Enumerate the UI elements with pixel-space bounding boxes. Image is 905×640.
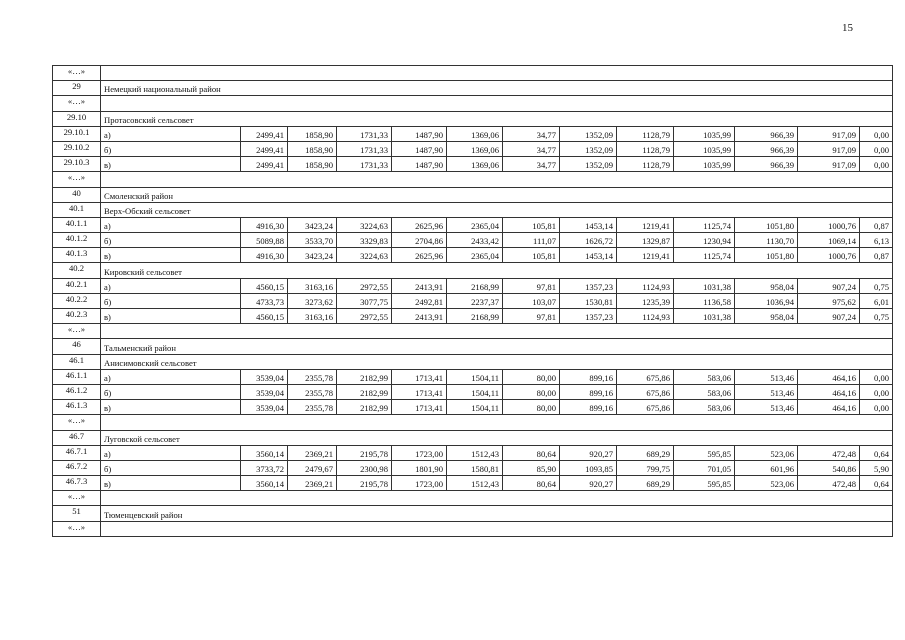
value-cell: 4733,73: [241, 293, 288, 308]
row-variant-label: а): [101, 126, 241, 141]
section-title: Протасовский сельсовет: [101, 111, 893, 126]
value-cell: 675,86: [617, 400, 674, 415]
row-variant-label: б): [101, 141, 241, 156]
value-cell: 3224,63: [337, 248, 392, 263]
value-cell: 464,16: [798, 369, 860, 384]
value-cell: 2479,67: [288, 460, 337, 475]
value-cell: 34,77: [503, 141, 560, 156]
value-cell: 583,06: [674, 400, 735, 415]
row-code: 29: [53, 81, 101, 96]
value-cell: 2355,78: [288, 369, 337, 384]
value-cell: 0,00: [860, 157, 893, 172]
value-cell: 97,81: [503, 278, 560, 293]
value-cell: 2413,91: [392, 278, 447, 293]
table-row: [53, 172, 893, 187]
table-row: [53, 187, 893, 202]
value-cell: 1124,93: [617, 278, 674, 293]
row-variant-label: а): [101, 369, 241, 384]
value-cell: 1031,38: [674, 309, 735, 324]
table-row: [53, 384, 893, 399]
row-variant-label: а): [101, 445, 241, 460]
value-cell: 1036,94: [735, 293, 798, 308]
value-cell: 2369,21: [288, 445, 337, 460]
value-cell: 958,04: [735, 309, 798, 324]
omission-spacer: [101, 324, 893, 339]
value-cell: 1580,81: [447, 460, 503, 475]
value-cell: 689,29: [617, 476, 674, 491]
value-cell: 899,16: [560, 369, 617, 384]
row-code: «…»: [53, 96, 101, 111]
omission-spacer: [101, 415, 893, 430]
value-cell: 1369,06: [447, 126, 503, 141]
row-code: 46.7.2: [53, 460, 101, 475]
value-cell: 5089,88: [241, 233, 288, 248]
table-row: [53, 476, 893, 491]
value-cell: 2625,96: [392, 248, 447, 263]
value-cell: 3224,63: [337, 217, 392, 232]
value-cell: 3423,24: [288, 248, 337, 263]
value-cell: 1369,06: [447, 141, 503, 156]
value-cell: 80,00: [503, 369, 560, 384]
value-cell: 920,27: [560, 476, 617, 491]
value-cell: 513,46: [735, 369, 798, 384]
row-code: 40: [53, 187, 101, 202]
row-code: 40.2.2: [53, 293, 101, 308]
value-cell: 3329,83: [337, 233, 392, 248]
row-code: 46.1.1: [53, 369, 101, 384]
row-variant-label: в): [101, 248, 241, 263]
omission-spacer: [101, 521, 893, 536]
value-cell: 4916,30: [241, 217, 288, 232]
value-cell: 3533,70: [288, 233, 337, 248]
value-cell: 3163,16: [288, 309, 337, 324]
value-cell: 1352,09: [560, 141, 617, 156]
value-cell: 0,00: [860, 384, 893, 399]
value-cell: 0,75: [860, 278, 893, 293]
value-cell: 1051,80: [735, 248, 798, 263]
row-variant-label: б): [101, 460, 241, 475]
row-code: 29.10.1: [53, 126, 101, 141]
value-cell: 5,90: [860, 460, 893, 475]
value-cell: 2168,99: [447, 278, 503, 293]
value-cell: 80,64: [503, 445, 560, 460]
value-cell: 1130,70: [735, 233, 798, 248]
row-code: «…»: [53, 521, 101, 536]
value-cell: 1626,72: [560, 233, 617, 248]
value-cell: 6,13: [860, 233, 893, 248]
row-code: 46.1.3: [53, 400, 101, 415]
value-cell: 2369,21: [288, 476, 337, 491]
row-variant-label: а): [101, 217, 241, 232]
table-row: [53, 81, 893, 96]
row-variant-label: а): [101, 278, 241, 293]
table-row: [53, 233, 893, 248]
value-cell: 2182,99: [337, 400, 392, 415]
value-cell: 1801,90: [392, 460, 447, 475]
table-row: [53, 521, 893, 536]
value-cell: 2413,91: [392, 309, 447, 324]
value-cell: 3273,62: [288, 293, 337, 308]
section-title: Анисимовский сельсовет: [101, 354, 893, 369]
row-code: «…»: [53, 324, 101, 339]
table-row: [53, 324, 893, 339]
value-cell: 1731,33: [337, 157, 392, 172]
value-cell: 907,24: [798, 309, 860, 324]
value-cell: 3560,14: [241, 445, 288, 460]
value-cell: 513,46: [735, 400, 798, 415]
value-cell: 2195,78: [337, 476, 392, 491]
value-cell: 97,81: [503, 309, 560, 324]
table-row: [53, 66, 893, 81]
row-code: 46.7.3: [53, 476, 101, 491]
value-cell: 1723,00: [392, 476, 447, 491]
value-cell: 1512,43: [447, 445, 503, 460]
value-cell: 966,39: [735, 141, 798, 156]
row-variant-label: в): [101, 476, 241, 491]
value-cell: 917,09: [798, 157, 860, 172]
row-code: «…»: [53, 172, 101, 187]
value-cell: 2499,41: [241, 141, 288, 156]
value-cell: 80,64: [503, 476, 560, 491]
value-cell: 34,77: [503, 157, 560, 172]
row-code: 40.1.1: [53, 217, 101, 232]
table-row: [53, 157, 893, 172]
value-cell: 6,01: [860, 293, 893, 308]
row-variant-label: в): [101, 157, 241, 172]
value-cell: 1219,41: [617, 248, 674, 263]
row-variant-label: в): [101, 309, 241, 324]
value-cell: 701,05: [674, 460, 735, 475]
value-cell: 523,06: [735, 445, 798, 460]
value-cell: 472,48: [798, 476, 860, 491]
row-code: 40.1: [53, 202, 101, 217]
section-title: Тальменский район: [101, 339, 893, 354]
row-code: 40.1.2: [53, 233, 101, 248]
table-row: [53, 141, 893, 156]
row-code: 46.7: [53, 430, 101, 445]
value-cell: 1487,90: [392, 141, 447, 156]
table-row: [53, 506, 893, 521]
value-cell: 1369,06: [447, 157, 503, 172]
value-cell: 2972,55: [337, 278, 392, 293]
row-code: 40.2.3: [53, 309, 101, 324]
row-variant-label: б): [101, 384, 241, 399]
row-code: 51: [53, 506, 101, 521]
value-cell: 907,24: [798, 278, 860, 293]
value-cell: 1352,09: [560, 126, 617, 141]
value-cell: 2168,99: [447, 309, 503, 324]
value-cell: 1504,11: [447, 384, 503, 399]
section-title: Луговской сельсовет: [101, 430, 893, 445]
table-row: [53, 278, 893, 293]
table-row: [53, 415, 893, 430]
value-cell: 1035,99: [674, 126, 735, 141]
value-cell: 2972,55: [337, 309, 392, 324]
value-cell: 1093,85: [560, 460, 617, 475]
table-row: [53, 126, 893, 141]
value-cell: 2704,86: [392, 233, 447, 248]
value-cell: 1051,80: [735, 217, 798, 232]
value-cell: 917,09: [798, 126, 860, 141]
value-cell: 899,16: [560, 400, 617, 415]
row-code: 40.1.3: [53, 248, 101, 263]
value-cell: 675,86: [617, 369, 674, 384]
value-cell: 0,00: [860, 400, 893, 415]
value-cell: 105,81: [503, 248, 560, 263]
value-cell: 4560,15: [241, 278, 288, 293]
value-cell: 1713,41: [392, 384, 447, 399]
omission-spacer: [101, 491, 893, 506]
value-cell: 2300,98: [337, 460, 392, 475]
row-code: «…»: [53, 415, 101, 430]
value-cell: 3560,14: [241, 476, 288, 491]
value-cell: 1125,74: [674, 217, 735, 232]
value-cell: 2365,04: [447, 248, 503, 263]
section-title: Тюменцевский район: [101, 506, 893, 521]
value-cell: 2182,99: [337, 369, 392, 384]
value-cell: 1128,79: [617, 157, 674, 172]
value-cell: 966,39: [735, 157, 798, 172]
value-cell: 2355,78: [288, 400, 337, 415]
value-cell: 1858,90: [288, 141, 337, 156]
value-cell: 2492,81: [392, 293, 447, 308]
row-code: 46.1: [53, 354, 101, 369]
row-code: 29.10.3: [53, 157, 101, 172]
table-row: [53, 309, 893, 324]
row-code: 46.7.1: [53, 445, 101, 460]
value-cell: 4560,15: [241, 309, 288, 324]
value-cell: 899,16: [560, 384, 617, 399]
value-cell: 1713,41: [392, 400, 447, 415]
page-number: 15: [842, 22, 853, 34]
value-cell: 0,64: [860, 476, 893, 491]
value-cell: 1329,87: [617, 233, 674, 248]
table-row: [53, 491, 893, 506]
value-cell: 1235,39: [617, 293, 674, 308]
value-cell: 464,16: [798, 400, 860, 415]
row-code: «…»: [53, 66, 101, 81]
value-cell: 1124,93: [617, 309, 674, 324]
row-variant-label: в): [101, 400, 241, 415]
value-cell: 513,46: [735, 384, 798, 399]
value-cell: 799,75: [617, 460, 674, 475]
value-cell: 917,09: [798, 141, 860, 156]
section-title: Кировский сельсовет: [101, 263, 893, 278]
value-cell: 0,64: [860, 445, 893, 460]
value-cell: 3539,04: [241, 369, 288, 384]
table-row: [53, 248, 893, 263]
row-code: «…»: [53, 491, 101, 506]
row-code: 29.10: [53, 111, 101, 126]
value-cell: 1219,41: [617, 217, 674, 232]
value-cell: 2182,99: [337, 384, 392, 399]
value-cell: 3733,72: [241, 460, 288, 475]
value-cell: 1504,11: [447, 400, 503, 415]
value-cell: 1128,79: [617, 126, 674, 141]
value-cell: 2499,41: [241, 126, 288, 141]
table-row: [53, 111, 893, 126]
value-cell: 1858,90: [288, 126, 337, 141]
value-cell: 2365,04: [447, 217, 503, 232]
value-cell: 105,81: [503, 217, 560, 232]
row-code: 40.2: [53, 263, 101, 278]
value-cell: 2237,37: [447, 293, 503, 308]
value-cell: 0,00: [860, 126, 893, 141]
omission-spacer: [101, 96, 893, 111]
value-cell: 1858,90: [288, 157, 337, 172]
omission-spacer: [101, 66, 893, 81]
section-title: Смоленский район: [101, 187, 893, 202]
value-cell: 689,29: [617, 445, 674, 460]
row-variant-label: б): [101, 293, 241, 308]
table-row: [53, 96, 893, 111]
row-code: 46: [53, 339, 101, 354]
value-cell: 920,27: [560, 445, 617, 460]
value-cell: 958,04: [735, 278, 798, 293]
value-cell: 1000,76: [798, 217, 860, 232]
value-cell: 472,48: [798, 445, 860, 460]
table-row: [53, 369, 893, 384]
table-row: [53, 430, 893, 445]
value-cell: 583,06: [674, 384, 735, 399]
value-cell: 1031,38: [674, 278, 735, 293]
value-cell: 0,87: [860, 217, 893, 232]
table-row: [53, 445, 893, 460]
value-cell: 1357,23: [560, 278, 617, 293]
table-row: [53, 400, 893, 415]
section-title: Верх-Обский сельсовет: [101, 202, 893, 217]
value-cell: 1230,94: [674, 233, 735, 248]
value-cell: 85,90: [503, 460, 560, 475]
value-cell: 975,62: [798, 293, 860, 308]
value-cell: 34,77: [503, 126, 560, 141]
row-code: 29.10.2: [53, 141, 101, 156]
value-cell: 595,85: [674, 476, 735, 491]
row-code: 46.1.2: [53, 384, 101, 399]
value-cell: 675,86: [617, 384, 674, 399]
value-cell: 103,07: [503, 293, 560, 308]
value-cell: 0,75: [860, 309, 893, 324]
value-cell: 1512,43: [447, 476, 503, 491]
value-cell: 1731,33: [337, 126, 392, 141]
table-row: [53, 339, 893, 354]
value-cell: 0,87: [860, 248, 893, 263]
table-row: [53, 354, 893, 369]
row-variant-label: б): [101, 233, 241, 248]
value-cell: 2625,96: [392, 217, 447, 232]
value-cell: 601,96: [735, 460, 798, 475]
value-cell: 1504,11: [447, 369, 503, 384]
value-cell: 80,00: [503, 384, 560, 399]
value-cell: 1125,74: [674, 248, 735, 263]
value-cell: 1723,00: [392, 445, 447, 460]
table-row: [53, 460, 893, 475]
omission-spacer: [101, 172, 893, 187]
value-cell: 1487,90: [392, 157, 447, 172]
value-cell: 1453,14: [560, 217, 617, 232]
table-row: [53, 293, 893, 308]
value-cell: 966,39: [735, 126, 798, 141]
value-cell: 1357,23: [560, 309, 617, 324]
value-cell: 3539,04: [241, 384, 288, 399]
value-cell: 2355,78: [288, 384, 337, 399]
value-cell: 3163,16: [288, 278, 337, 293]
value-cell: 2499,41: [241, 157, 288, 172]
value-cell: 2433,42: [447, 233, 503, 248]
value-cell: 80,00: [503, 400, 560, 415]
table-row: [53, 217, 893, 232]
value-cell: 1136,58: [674, 293, 735, 308]
row-code: 40.2.1: [53, 278, 101, 293]
value-cell: 2195,78: [337, 445, 392, 460]
value-cell: 111,07: [503, 233, 560, 248]
value-cell: 1530,81: [560, 293, 617, 308]
value-cell: 540,86: [798, 460, 860, 475]
value-cell: 1069,14: [798, 233, 860, 248]
value-cell: 4916,30: [241, 248, 288, 263]
section-title: Немецкий национальный район: [101, 81, 893, 96]
value-cell: 3423,24: [288, 217, 337, 232]
value-cell: 1453,14: [560, 248, 617, 263]
table-row: [53, 202, 893, 217]
value-cell: 1352,09: [560, 157, 617, 172]
value-cell: 0,00: [860, 369, 893, 384]
value-cell: 1000,76: [798, 248, 860, 263]
value-cell: 3539,04: [241, 400, 288, 415]
value-cell: 1035,99: [674, 157, 735, 172]
value-cell: 3077,75: [337, 293, 392, 308]
value-cell: 595,85: [674, 445, 735, 460]
value-cell: 464,16: [798, 384, 860, 399]
table-row: [53, 263, 893, 278]
value-cell: 0,00: [860, 141, 893, 156]
value-cell: 1128,79: [617, 141, 674, 156]
value-cell: 1713,41: [392, 369, 447, 384]
value-cell: 523,06: [735, 476, 798, 491]
value-cell: 1487,90: [392, 126, 447, 141]
value-cell: 1035,99: [674, 141, 735, 156]
value-cell: 1731,33: [337, 141, 392, 156]
tariff-table: [52, 65, 893, 537]
value-cell: 583,06: [674, 369, 735, 384]
